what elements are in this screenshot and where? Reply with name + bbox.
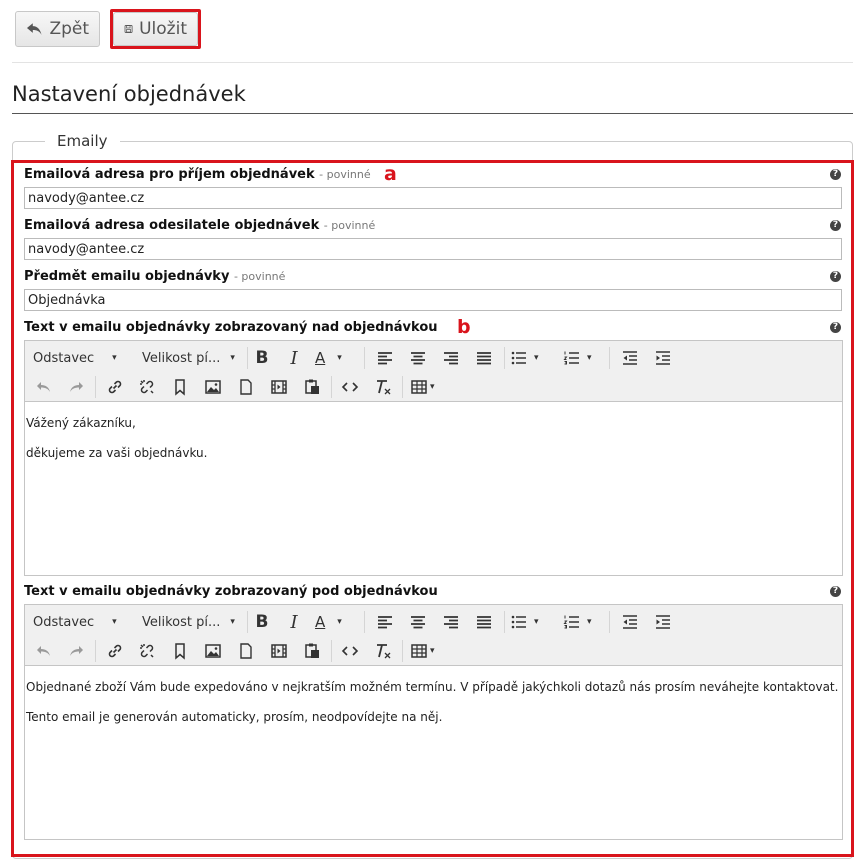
- unlink-button[interactable]: [134, 375, 160, 399]
- editor-toolbar: [25, 341, 842, 402]
- subject-label: Předmět emailu objednávky - povinné: [24, 269, 286, 284]
- media-button[interactable]: [266, 375, 292, 399]
- link-icon: [106, 378, 124, 396]
- indent-button[interactable]: [650, 346, 676, 370]
- save-button[interactable]: [113, 12, 198, 46]
- editor-below-label: Text v emailu objednávky zobrazovaný pod objednávkou: [24, 584, 438, 599]
- table-button[interactable]: [410, 375, 450, 399]
- bullet-list-icon: [510, 349, 528, 367]
- unlink-button[interactable]: [134, 639, 160, 663]
- editor-paragraph: Objednané zboží Vám bude expedováno v nejkratším možném termínu. V případě jakýchkoli dotazů nás prosím neváhejte kontaktovat.: [26, 680, 839, 694]
- numbered-list-button[interactable]: [563, 346, 607, 370]
- bookmark-icon: [171, 642, 189, 660]
- align-justify-button[interactable]: [471, 610, 497, 634]
- editor-below: [24, 604, 843, 840]
- source-code-button[interactable]: [337, 375, 363, 399]
- align-center-button[interactable]: [405, 610, 431, 634]
- back-button-label: Zpět: [49, 19, 89, 39]
- bold-button[interactable]: B: [255, 612, 269, 632]
- document-button[interactable]: [233, 375, 259, 399]
- code-icon: [341, 378, 359, 396]
- bookmark-icon: [171, 378, 189, 396]
- link-icon: [106, 642, 124, 660]
- outdent-button[interactable]: [617, 346, 643, 370]
- media-icon: [270, 378, 288, 396]
- align-right-icon: [442, 613, 460, 631]
- toolbar-separator: [364, 611, 365, 633]
- toolbar-separator: [609, 347, 610, 369]
- chevron-down-icon: ▾: [337, 617, 342, 627]
- align-right-icon: [442, 349, 460, 367]
- bold-button[interactable]: B: [255, 348, 269, 368]
- toolbar-separator: [95, 376, 96, 398]
- indent-button[interactable]: [650, 610, 676, 634]
- document-icon: [237, 378, 255, 396]
- toolbar-separator: [504, 347, 505, 369]
- document-icon: [237, 642, 255, 660]
- code-icon: [341, 642, 359, 660]
- bullet-list-button[interactable]: [510, 610, 554, 634]
- toolbar-separator: [95, 640, 96, 662]
- italic-button[interactable]: I: [290, 611, 298, 633]
- outdent-icon: [621, 613, 639, 631]
- link-button[interactable]: [102, 639, 128, 663]
- paste-icon: [303, 378, 321, 396]
- format-select[interactable]: Odstavec ▾: [33, 614, 117, 630]
- editor-paragraph: děkujeme za vaši objednávku.: [26, 446, 208, 460]
- chevron-down-icon: ▾: [587, 353, 592, 363]
- toolbar-row-1: [25, 343, 842, 373]
- editor-content-area[interactable]: [25, 402, 842, 575]
- clear-format-button[interactable]: [370, 639, 396, 663]
- undo-icon: [35, 642, 53, 660]
- image-icon: [204, 642, 222, 660]
- toolbar-separator: [247, 611, 248, 633]
- receive-email-input[interactable]: [24, 187, 842, 209]
- unlink-icon: [138, 378, 156, 396]
- bookmark-button[interactable]: [167, 375, 193, 399]
- clear-format-icon: [374, 378, 392, 396]
- undo-icon: [35, 378, 53, 396]
- align-center-icon: [409, 613, 427, 631]
- chevron-down-icon: ▾: [587, 617, 592, 627]
- document-button[interactable]: [233, 639, 259, 663]
- italic-button[interactable]: I: [290, 347, 298, 369]
- help-icon[interactable]: ?: [830, 322, 841, 333]
- toolbar-separator: [402, 376, 403, 398]
- paste-button[interactable]: [299, 375, 325, 399]
- align-left-icon: [376, 349, 394, 367]
- chevron-down-icon: ▾: [112, 617, 117, 627]
- bookmark-button[interactable]: [167, 639, 193, 663]
- paste-button[interactable]: [299, 639, 325, 663]
- font-size-select[interactable]: Velikost pí... ▾: [142, 350, 235, 366]
- redo-button[interactable]: [63, 375, 89, 399]
- indent-icon: [654, 613, 672, 631]
- outdent-button[interactable]: [617, 610, 643, 634]
- toolbar-row-2: [25, 636, 842, 666]
- help-icon[interactable]: ?: [830, 271, 841, 282]
- media-button[interactable]: [266, 639, 292, 663]
- align-center-icon: [409, 349, 427, 367]
- toolbar-separator: [331, 376, 332, 398]
- toolbar-separator: [331, 640, 332, 662]
- toolbar-separator: [247, 347, 248, 369]
- back-button[interactable]: [15, 11, 100, 47]
- numbered-list-icon: [563, 613, 581, 631]
- editor-content-area[interactable]: [25, 666, 842, 839]
- editor-paragraph: Tento email je generován automaticky, prosím, neodpovídejte na něj.: [26, 710, 443, 724]
- link-button[interactable]: [102, 375, 128, 399]
- floppy-disk-icon: [124, 20, 133, 38]
- undo-button[interactable]: [31, 639, 57, 663]
- chevron-down-icon: ▾: [337, 353, 342, 363]
- required-note: - povinné: [233, 270, 286, 283]
- table-button[interactable]: [410, 639, 450, 663]
- align-right-button[interactable]: [438, 346, 464, 370]
- clear-format-icon: [374, 642, 392, 660]
- toolbar-divider: [12, 62, 853, 63]
- editor-paragraph: Vážený zákazníku,: [26, 416, 136, 430]
- editor-above: [24, 340, 843, 576]
- paste-icon: [303, 642, 321, 660]
- toolbar-separator: [364, 347, 365, 369]
- help-icon[interactable]: ?: [830, 220, 841, 231]
- back-arrow-icon: [26, 20, 43, 38]
- toolbar-row-2: [25, 372, 842, 402]
- chevron-down-icon: ▾: [112, 353, 117, 363]
- marker-b: b: [457, 316, 471, 338]
- chevron-down-icon: ▾: [230, 353, 235, 363]
- undo-button[interactable]: [31, 375, 57, 399]
- subject-input[interactable]: [24, 289, 842, 311]
- align-justify-button[interactable]: [471, 346, 497, 370]
- bullet-list-button[interactable]: [510, 346, 554, 370]
- redo-button[interactable]: [63, 639, 89, 663]
- receive-email-label: Emailová adresa pro příjem objednávek - povinné: [24, 167, 371, 182]
- align-left-button[interactable]: [372, 610, 398, 634]
- redo-icon: [67, 378, 85, 396]
- outdent-icon: [621, 349, 639, 367]
- chevron-down-icon: ▾: [534, 353, 539, 363]
- chevron-down-icon: ▾: [430, 646, 435, 656]
- help-icon[interactable]: ?: [830, 169, 841, 180]
- font-color-button[interactable]: A ▾: [315, 613, 342, 631]
- image-button[interactable]: [200, 375, 226, 399]
- image-icon: [204, 378, 222, 396]
- media-icon: [270, 642, 288, 660]
- toolbar-separator: [402, 640, 403, 662]
- numbered-list-icon: [563, 349, 581, 367]
- toolbar-separator: [504, 611, 505, 633]
- chevron-down-icon: ▾: [430, 382, 435, 392]
- chevron-down-icon: ▾: [230, 617, 235, 627]
- sender-email-input[interactable]: [24, 238, 842, 260]
- page-title: Nastavení objednávek: [12, 82, 246, 106]
- source-code-button[interactable]: [337, 639, 363, 663]
- toolbar-separator: [609, 611, 610, 633]
- table-icon: [410, 642, 428, 660]
- toolbar-row-1: [25, 607, 842, 637]
- required-note: - povinné: [319, 168, 371, 181]
- align-left-icon: [376, 613, 394, 631]
- clear-format-button[interactable]: [370, 375, 396, 399]
- indent-icon: [654, 349, 672, 367]
- font-color-button[interactable]: A ▾: [315, 349, 342, 367]
- editor-above-label: Text v emailu objednávky zobrazovaný nad objednávkou: [24, 320, 438, 335]
- top-toolbar: [0, 0, 866, 62]
- help-icon[interactable]: ?: [830, 586, 841, 597]
- align-justify-icon: [475, 349, 493, 367]
- table-icon: [410, 378, 428, 396]
- align-justify-icon: [475, 613, 493, 631]
- fieldset-legend: Emaily: [45, 132, 120, 150]
- bullet-list-icon: [510, 613, 528, 631]
- numbered-list-button[interactable]: [563, 610, 607, 634]
- save-button-label: Uložit: [139, 19, 187, 39]
- sender-email-label: Emailová adresa odesilatele objednávek - povinné: [24, 218, 376, 233]
- title-underline: [12, 113, 853, 114]
- align-left-button[interactable]: [372, 346, 398, 370]
- editor-toolbar: [25, 605, 842, 666]
- image-button[interactable]: [200, 639, 226, 663]
- redo-icon: [67, 642, 85, 660]
- unlink-icon: [138, 642, 156, 660]
- required-note: - povinné: [323, 219, 376, 232]
- align-center-button[interactable]: [405, 346, 431, 370]
- chevron-down-icon: ▾: [534, 617, 539, 627]
- font-size-select[interactable]: Velikost pí... ▾: [142, 614, 235, 630]
- format-select[interactable]: Odstavec ▾: [33, 350, 117, 366]
- align-right-button[interactable]: [438, 610, 464, 634]
- marker-a: a: [384, 163, 397, 185]
